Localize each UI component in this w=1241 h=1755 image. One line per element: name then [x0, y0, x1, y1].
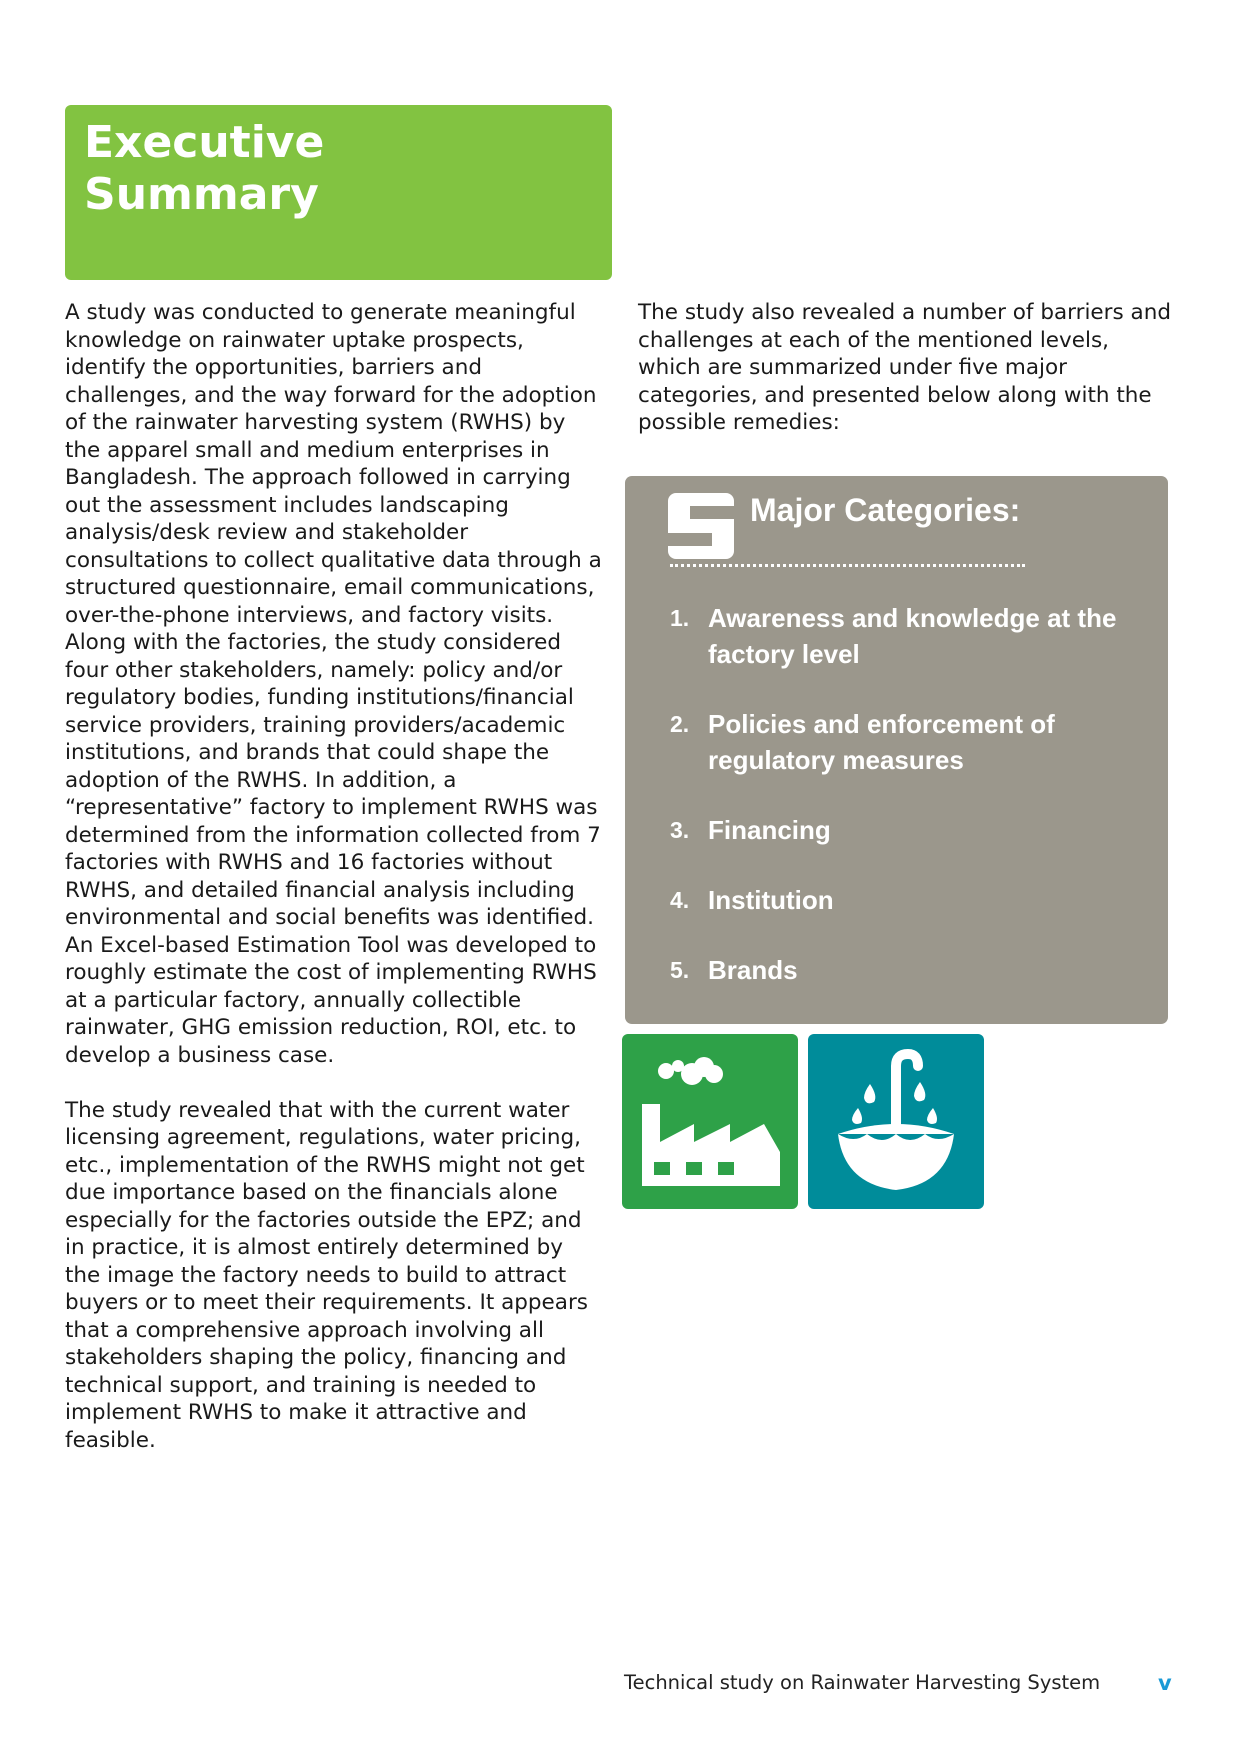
intro-paragraph: The study also revealed a number of barriers and challenges at each of the mentioned levels, which are summarized under five major categories, and presented below along with the possible remedies: [638, 300, 1171, 435]
list-item-number: 5. [670, 957, 690, 983]
list-item [670, 952, 1150, 988]
list-item-label: Institution [708, 885, 834, 915]
rain-umbrella-icon-tile [808, 1034, 984, 1209]
s-logo-icon [668, 493, 734, 559]
list-item [670, 706, 1150, 778]
body-paragraph-2: The study revealed that with the current water licensing agreement, regulations, water pricing, etc., implementation of the RWHS might not get due importance based on the financials alone especially for the factories outside the EPZ; and in practice, it is almost entirely determined by the image the factory needs to build to attract buyers or to meet their requirements. It appears that a comprehensive approach involving all stakeholders shaping the policy, financing and technical support, and training is needed to implement RWHS to make it attractive and feasible. [65, 1097, 588, 1453]
page-title-line2: Summary [84, 169, 319, 220]
list-item-number: 3. [670, 817, 690, 843]
footer-document-title: Technical study on Rainwater Harvesting System [624, 1671, 1101, 1694]
list-item [670, 600, 1150, 672]
list-item [670, 812, 1150, 848]
rain-umbrella-icon [808, 1034, 984, 1209]
list-item-number: 1. [670, 605, 690, 631]
major-categories-box [625, 476, 1168, 1024]
left-column [65, 299, 605, 1482]
list-item-label: Awareness and knowledge at the factory level [708, 603, 1117, 669]
factory-icon-tile [622, 1034, 798, 1209]
list-item-number: 2. [670, 711, 690, 737]
factory-icon [622, 1034, 798, 1209]
body-paragraph-1: A study was conducted to generate meaningful knowledge on rainwater uptake prospects, identify the opportunities, barriers and challenges, and the way forward for the adoption of the rainwater harvesting system (RWHS) by the apparel small and medium enterprises in Bangladesh. The approach followed in carrying out the assessment includes landscaping analysis/desk review and stakeholder consultations to collect qualitative data through a structured questionnaire, email communications, over-the-phone interviews, and factory visits. Along with the factories, the study considered four other stakeholders, namely: policy and/or regulatory bodies, funding institutions/financial service providers, training providers/academic institutions, and brands that could shape the adoption of the RWHS. In addition, a “representative” factory to implement RWHS was determined from the information collected from 7 factories with RWHS and 16 factories without RWHS, and detailed financial analysis including environmental and social benefits was identified. An Excel-based Estimation Tool was developed to roughly estimate the cost of implementing RWHS at a particular factory, annually collectible rainwater, GHG emission reduction, ROI, etc. to develop a business case. [65, 300, 602, 1068]
list-item-number: 4. [670, 887, 690, 913]
page-title-line1: Executive [84, 117, 325, 168]
list-item-label: Financing [708, 815, 831, 845]
right-column-intro [638, 299, 1178, 437]
categories-list [670, 600, 1150, 1022]
title-banner [65, 105, 612, 280]
page-number: v [1158, 1671, 1172, 1695]
categories-heading: Major Categories: [750, 492, 1021, 528]
dotted-divider [670, 564, 1025, 567]
list-item [670, 882, 1150, 918]
list-item-label: Policies and enforcement of regulatory measures [708, 709, 1055, 775]
list-item-label: Brands [708, 955, 798, 985]
